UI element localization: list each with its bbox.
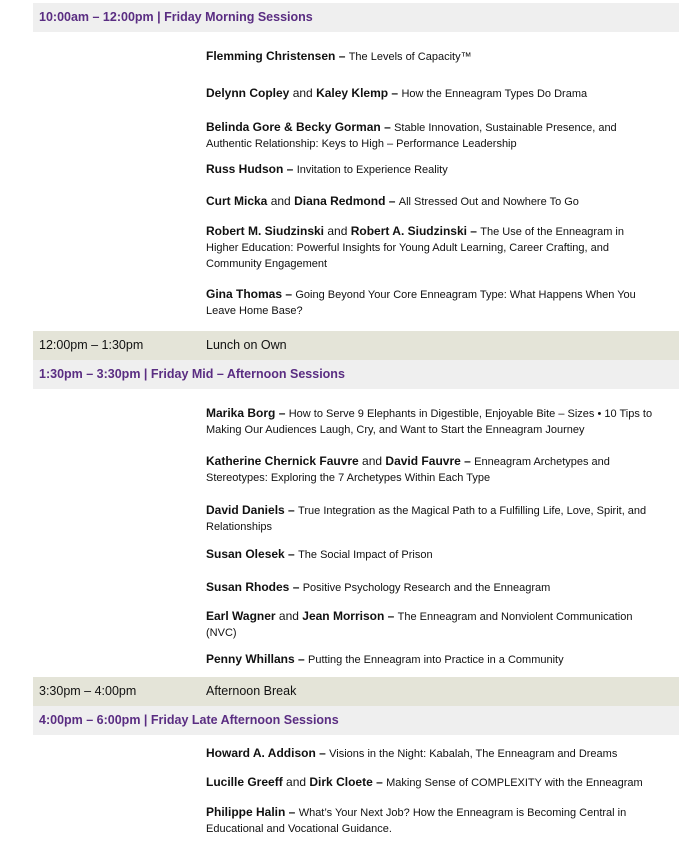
presenter-name: David Daniels [206, 503, 285, 517]
session-title: The Use of the Enneagram in Higher Education: Powerful Insights for Young Adult Learning, Career Crafting, and Community Engagement [206, 226, 624, 270]
name-connector: and [275, 609, 303, 623]
presenter-name: – [284, 503, 299, 517]
presenter-name: – [460, 454, 475, 468]
name-connector: and [282, 775, 310, 789]
session-title: Stable Innovation, Sustainable Presence, and Authentic Relationship: Keys to High – Performance Leadership [206, 122, 617, 150]
presenter-name: Katherine Chernick Fauvre [206, 454, 359, 468]
section-header [33, 706, 679, 735]
session-entry [206, 651, 657, 668]
presenter-name: Philippe Halin [206, 805, 286, 819]
section-header-text: 10:00am – 12:00pm | Friday Morning Sessions [39, 10, 313, 24]
presenter-name: Diana Redmond [294, 194, 386, 208]
presenter-name: Delynn Copley [206, 86, 290, 100]
session-entry [206, 608, 657, 641]
presenter-name: Earl Wagner [206, 609, 276, 623]
section-header [33, 360, 679, 389]
session-title: True Integration as the Magical Path to a Fulfilling Life, Love, Spirit, and Relationships [206, 505, 647, 533]
presenter-name: – [282, 287, 296, 301]
session-entry [206, 453, 657, 486]
session-title: Positive Psychology Research and the Enneagram [302, 582, 551, 594]
session-title: How the Enneagram Types Do Drama [401, 88, 588, 100]
session-entry [206, 804, 657, 837]
session-entry [206, 546, 657, 563]
presenter-name: Robert M. Siudzinski [206, 224, 325, 238]
session-entry [206, 502, 657, 535]
presenter-name: – [380, 120, 395, 134]
lunch-row [33, 331, 679, 360]
session-entry [206, 193, 657, 210]
presenter-name: – [385, 194, 399, 208]
presenter-name: – [372, 775, 387, 789]
name-connector: and [289, 86, 317, 100]
presenter-name: – [315, 746, 330, 760]
presenter-name: Curt Micka [206, 194, 268, 208]
break-row [33, 677, 679, 706]
section-header-text: 4:00pm – 6:00pm | Friday Late Afternoon Sessions [39, 713, 339, 727]
presenter-name: – [285, 805, 299, 819]
presenter-name: Jean Morrison [302, 609, 385, 623]
session-entry [206, 774, 657, 791]
presenter-name: – [335, 49, 349, 63]
session-title: Visions in the Night: Kabalah, The Enneagram and Dreams [329, 748, 618, 760]
presenter-name: Dirk Cloete [309, 775, 373, 789]
presenter-name: – [284, 547, 299, 561]
presenter-name: Penny Whillans [206, 652, 295, 666]
session-entry [206, 745, 657, 762]
presenter-name: Susan Rhodes [206, 580, 290, 594]
presenter-name: Russ Hudson [206, 162, 284, 176]
session-entry [206, 85, 657, 102]
presenter-name: Lucille Greeff [206, 775, 283, 789]
name-connector: and [358, 454, 386, 468]
session-title: Going Beyond Your Core Enneagram Type: What Happens When You Leave Home Base? [206, 289, 636, 317]
presenter-name: Susan Olesek [206, 547, 285, 561]
break-time: 12:00pm – 1:30pm [39, 338, 144, 352]
session-title: What’s Your Next Job? How the Enneagram is Becoming Central in Educational and Vocational Guidance. [206, 807, 627, 835]
session-entry [206, 223, 657, 272]
presenter-name: – [384, 609, 398, 623]
session-title: How to Serve 9 Elephants in Digestible, Enjoyable Bite – Sizes • 10 Tips to Making Our Audiences Laugh, Cry, and Want to Start the Enneagram Journey [206, 408, 653, 436]
session-entry [206, 286, 657, 319]
session-title: Enneagram Archetypes and Stereotypes: Exploring the 7 Archetypes Within Each Type [206, 456, 610, 484]
session-entry [206, 579, 657, 596]
session-title: All Stressed Out and Nowhere To Go [398, 196, 579, 208]
session-entry [206, 119, 657, 152]
session-title: The Social Impact of Prison [298, 549, 433, 561]
session-title: The Enneagram and Nonviolent Communication (NVC) [206, 611, 633, 639]
break-time: 3:30pm – 4:00pm [39, 684, 137, 698]
name-connector: and [324, 224, 351, 238]
presenter-name: – [466, 224, 481, 238]
presenter-name: Kaley Klemp [316, 86, 389, 100]
presenter-name: Howard A. Addison [206, 746, 316, 760]
presenter-name: – [275, 406, 289, 420]
session-title: The Levels of Capacity™ [348, 51, 472, 63]
session-entry [206, 161, 657, 178]
presenter-name: – [294, 652, 309, 666]
presenter-name: Flemming Christensen [206, 49, 336, 63]
break-label: Lunch on Own [206, 338, 287, 352]
presenter-name: Gina Thomas [206, 287, 283, 301]
session-entry [206, 405, 657, 438]
presenter-name: David Fauvre [385, 454, 461, 468]
presenter-name: – [283, 162, 297, 176]
session-title: Invitation to Experience Reality [296, 164, 448, 176]
presenter-name: Robert A. Siudzinski [350, 224, 467, 238]
presenter-name: – [388, 86, 402, 100]
session-title: Putting the Enneagram into Practice in a Community [308, 654, 564, 666]
presenter-name: – [289, 580, 303, 594]
section-header [33, 3, 679, 32]
break-label: Afternoon Break [206, 684, 297, 698]
presenter-name: Belinda Gore & Becky Gorman [206, 120, 381, 134]
name-connector: and [267, 194, 295, 208]
section-header-text: 1:30pm – 3:30pm | Friday Mid – Afternoon Sessions [39, 367, 345, 381]
presenter-name: Marika Borg [206, 406, 276, 420]
session-title: Making Sense of COMPLEXITY with the Enneagram [386, 777, 643, 789]
session-entry [206, 48, 657, 65]
